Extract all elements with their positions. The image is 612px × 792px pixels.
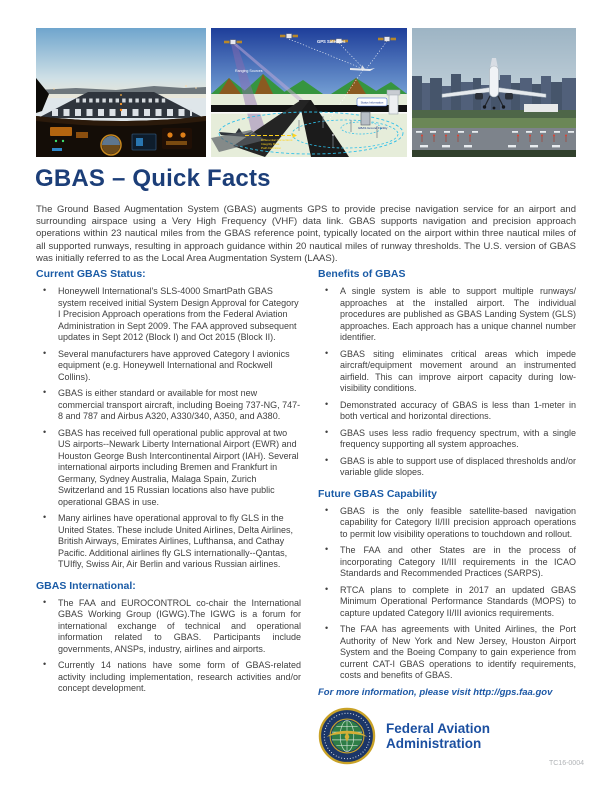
diagram-label-status-information: Status Information: [360, 100, 384, 105]
bullet-list: [36, 286, 301, 571]
page-title: GBAS – Quick Facts: [35, 165, 271, 192]
aircraft-landing-illustration: [412, 28, 576, 157]
cockpit-approach-photo: [36, 28, 206, 157]
aircraft-landing-photo: [412, 28, 576, 157]
bullet-list: [36, 598, 301, 695]
intro-paragraph: The Ground Based Augmentation System (GBAS) augments GPS to provide precise navigation service for an airport and surrounding airspace using a Very High Frequency (VHF) data link. GBAS supports navigation and precision approach operations within 23 nautical miles from the GBAS reference point, typically located on the airport within three nautical miles of all supported runways, resulting in approach guidance within 20 nautical miles of runway thresholds. The U.S. version of GBAS was initially referred to as the Local Area Augmentation System (LAAS).: [36, 204, 576, 264]
diagram-label-ranging-sources: Ranging Sources: [235, 69, 263, 73]
bullet-item: • A single system is able to support multiple runways/ approaches at the installed airport. The individual procedures are published as GBAS Landing System (GLS) approaches. Each approach has a unique channel number identifier.: [318, 286, 576, 344]
section-heading: Current GBAS Status:: [36, 268, 146, 280]
section-future-gbas-capability: [318, 488, 576, 682]
bullet-item: • Demonstrated accuracy of GBAS is less than 1-meter in both vertical and horizontal directions.: [318, 400, 576, 423]
bullet-item: • GBAS siting eliminates critical areas which impede aircraft/equipment movement around an instrumented airfield. This can improve airport capacity during low-visibility conditions.: [318, 349, 576, 395]
diagram-label-gps-satellites: GPS Satellites: [317, 39, 346, 44]
gps-faa-gov-link[interactable]: http://gps.faa.gov: [473, 686, 553, 698]
header-photo-strip: [36, 28, 576, 157]
bullet-item: • GBAS is either standard or available for most new commercial transport aircraft, including Boeing 737-NG, 747-8 and 787 and Airbus A320, A330/340, A350, and A380.: [36, 388, 301, 423]
bullet-item: • The FAA and EUROCONTROL co-chair the International GBAS Working Group (IGWG).The IGWG is a forum for international exchange of technical and operational information related to GBAS. Participants include governments, ANSPs, industry, airlines and airports.: [36, 598, 301, 656]
bullet-item: • GBAS is the only feasible satellite-based navigation capability for Category II/III precision approach operations to permit low visibility operations to touchdown and rollout.: [318, 506, 576, 541]
ground-facility-cabinet: [361, 112, 370, 125]
bullet-item: • The FAA has agreements with United Airlines, the Port Authority of New York and New Jersey, Houston Airport System and the Boeing Company to gain experience from current CAT-I GBAS operations to identify requirements, costs and benefits of GBAS.: [318, 624, 576, 682]
section-current-gbas-status: [36, 268, 301, 571]
more-info-text: For more information, please visit: [318, 686, 474, 698]
section-heading: GBAS International:: [36, 579, 136, 592]
bullet-item: • Many airlines have operational approval to fly GLS in the United States. These include United Airlines, Delta Airlines, British Airways, Emirates Airlines, Lufthansa, and Cathay Pacific. Additional airlines fly GLS internationally--Qantas, TUIfly, Swiss Air, Air Berlin and various Russian airlines.: [36, 513, 301, 571]
bullet-item: • GBAS has received full operational public approval at two US airports--Newark Liberty International Airport (EWR) and Houston George Bush Intercontinental Airport (IAH). Several international airports including Bremen and Frankfurt in Germany, Sydney Australia, Malaga Spain, Zurich Switzerland and 15 Russian locations also have public operational GBAS in use.: [36, 428, 301, 509]
diagram-label-corrections-3: Path Definition: [261, 146, 282, 150]
section-heading: Future GBAS Capability: [318, 487, 438, 500]
agency-name-line1: Federal Aviation: [386, 720, 491, 736]
left-column: [36, 268, 301, 700]
agency-name-line2: Administration: [386, 736, 482, 751]
diagram-label-corrections-2: Integrity Data: [261, 142, 280, 146]
faa-seal-logo: [318, 707, 376, 765]
diagram-label-corrections-1: Differential Corrections: [261, 138, 293, 142]
diagram-label-ground-facility: GBAS Ground Facility: [358, 126, 388, 130]
section-heading: Benefits of GBAS: [318, 268, 406, 280]
agency-signature: [318, 707, 576, 765]
gbas-system-diagram: [211, 28, 407, 157]
section-benefits-of-gbas: [318, 268, 576, 479]
document-number: TC16-0004: [548, 760, 584, 767]
gbas-system-diagram-illustration: [211, 28, 407, 157]
section-gbas-international: [36, 580, 301, 695]
bullet-item: • Several manufacturers have approved Category I avionics equipment (e.g. Honeywell International and Rockwell Collins).: [36, 349, 301, 384]
more-info-note: [318, 687, 576, 699]
bullet-item: • Currently 14 nations have some form of GBAS-related activity including implementation, research activities and/or concept development.: [36, 660, 301, 695]
bullet-item: • GBAS uses less radio frequency spectrum, with a single frequency supporting all system approaches.: [318, 428, 576, 451]
cockpit-approach-illustration: [36, 28, 206, 157]
bullet-list: [318, 506, 576, 682]
bullet-item: • The FAA and other States are in the process of incorporating Category II/III requirements in the ICAO Standards and Recommended Practices (SARPS).: [318, 545, 576, 580]
bullet-item: • Honeywell International's SLS-4000 SmartPath GBAS system received initial System Design Approval for Category I Precision Approach operations from the Federal Aviation Administration in Sept 2009. The FAA approved subsequent updates in Sept 2012 (Block I) and Oct 2015 (Block II).: [36, 286, 301, 344]
bullet-list: [318, 286, 576, 479]
bullet-item: • GBAS is able to support use of displaced thresholds and/or variable glide slopes.: [318, 456, 576, 479]
agency-name: [386, 721, 490, 752]
bullet-item: • RTCA plans to complete in 2017 an updated GBAS Minimum Operational Performance Standards (MOPS) to capture updated Category II/III avionics requirements.: [318, 585, 576, 620]
atc-tower: [389, 94, 398, 114]
right-column: [318, 268, 576, 765]
